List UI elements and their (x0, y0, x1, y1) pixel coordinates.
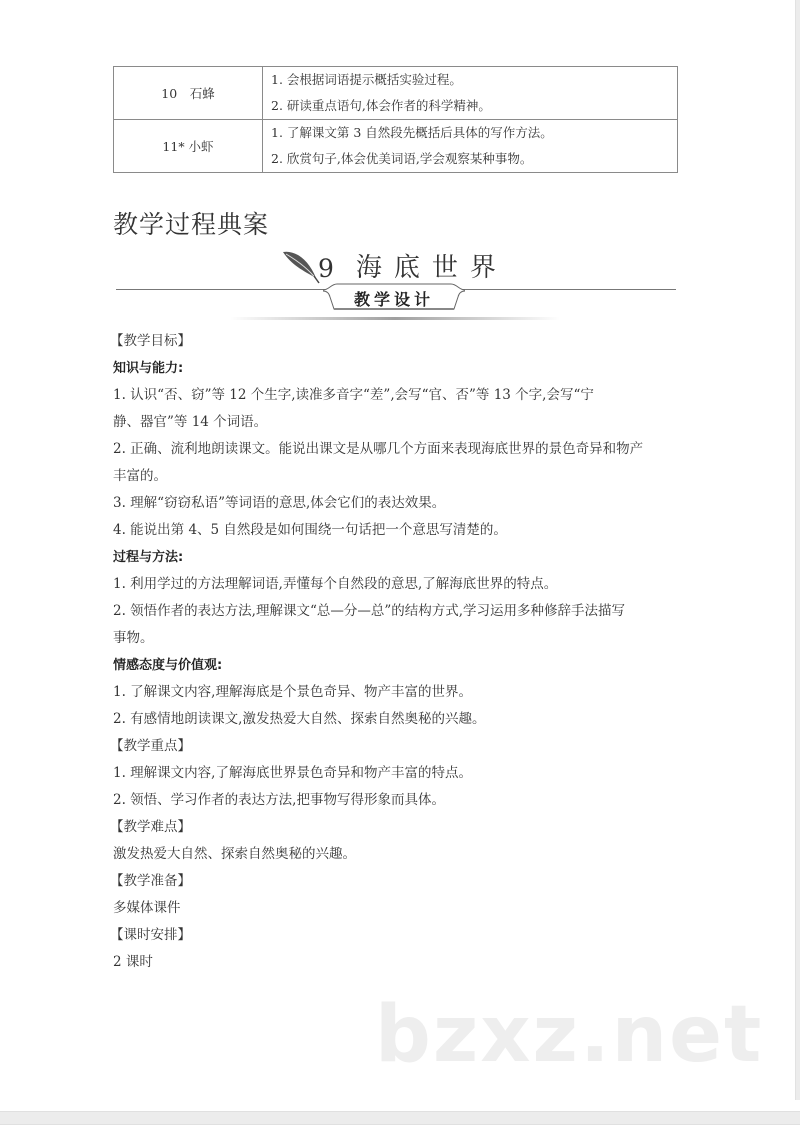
heading-knowledge: 知识与能力: (113, 361, 184, 376)
heading-teaching-goals: 【教学目标】 (110, 333, 191, 349)
design-banner (323, 283, 465, 311)
table-row (114, 120, 678, 173)
lesson-cell: 10 石蜂 (114, 67, 263, 120)
text-line: 2 课时 (113, 954, 153, 970)
text-line: 1. 理解课文内容,了解海底世界景色奇异和物产丰富的特点。 (113, 765, 472, 781)
text-line: 2. 有感情地朗读课文,激发热爱大自然、探索自然奥秘的兴趣。 (113, 711, 486, 727)
page-separator (0, 1111, 800, 1125)
heading-difficulties: 【教学难点】 (110, 819, 191, 835)
text-line: 1. 认识“否、窃”等 12 个生字,读准多音字“差”,会写“官、否”等 13 个字,会写“宁 (113, 387, 594, 403)
page-edge (795, 0, 800, 1100)
section-title: 教学过程典案 (113, 210, 270, 239)
lesson-header (280, 244, 508, 284)
watermark: bzxz.net (375, 990, 764, 1080)
quill-icon (280, 248, 320, 284)
text-line: 丰富的。 (113, 468, 167, 484)
heading-emotion: 情感态度与价值观: (113, 658, 223, 673)
table-row (114, 67, 678, 120)
text-line: 静、器官”等 14 个词语。 (113, 414, 268, 430)
lesson-title: 海底世界 (355, 253, 508, 283)
text-line: 2. 正确、流利地朗读课文。能说出课文是从哪几个方面来表现海底世界的景色奇异和物产 (113, 441, 644, 457)
text-line: 1. 了解课文内容,理解海底是个景色奇异、物产丰富的世界。 (113, 684, 472, 700)
text-line: 激发热爱大自然、探索自然奥秘的兴趣。 (113, 846, 356, 862)
goals-cell (263, 120, 678, 173)
lesson-cell: 11* 小虾 (114, 120, 263, 173)
text-line: 2. 领悟作者的表达方法,理解课文“总—分—总”的结构方式,学习运用多种修辞手法描写 (113, 603, 626, 619)
goal-item: 1. 会根据词语提示概括实验过程。 (271, 72, 462, 87)
text-line: 1. 利用学过的方法理解词语,弄懂每个自然段的意思,了解海底世界的特点。 (113, 576, 558, 592)
lesson-number: 9 (318, 254, 334, 283)
objectives-table (113, 66, 678, 173)
goal-item: 1. 了解课文第 3 自然段先概括后具体的写作方法。 (271, 125, 553, 140)
text-line: 事物。 (113, 630, 154, 646)
teaching-design-content (110, 328, 678, 976)
banner-label: 教学设计 (353, 290, 434, 309)
heading-key-points: 【教学重点】 (110, 738, 191, 754)
banner-shadow (230, 317, 560, 320)
heading-schedule: 【课时安排】 (110, 927, 191, 943)
text-line: 4. 能说出第 4、5 自然段是如何围绕一句话把一个意思写清楚的。 (113, 522, 507, 538)
text-line: 2. 领悟、学习作者的表达方法,把事物写得形象而具体。 (113, 792, 445, 808)
goal-item: 2. 研读重点语句,体会作者的科学精神。 (271, 98, 491, 113)
heading-preparation: 【教学准备】 (110, 873, 191, 889)
text-line: 3. 理解“窃窃私语”等词语的意思,体会它们的表达效果。 (113, 495, 446, 511)
goal-item: 2. 欣赏句子,体会优美词语,学会观察某种事物。 (271, 151, 533, 166)
heading-process: 过程与方法: (113, 550, 184, 565)
text-line: 多媒体课件 (113, 900, 181, 916)
goals-cell (263, 67, 678, 120)
